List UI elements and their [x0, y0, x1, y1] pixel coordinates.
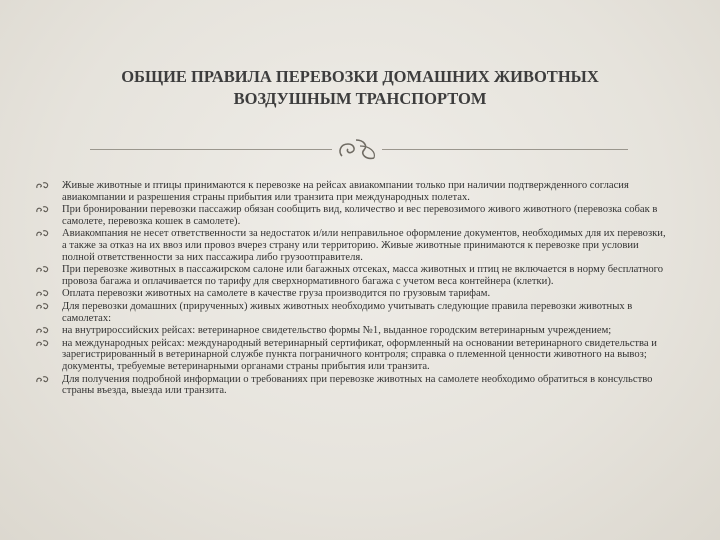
- title-line-2: ВОЗДУШНЫМ ТРАНСПОРТОМ: [233, 89, 487, 108]
- list-item: [36, 204, 666, 227]
- divider-right: [382, 149, 628, 150]
- list-item: [36, 374, 666, 397]
- list-item-text: Для получения подробной информации о требованиях при перевозке животных на самолете необходимо обратиться в консульство страны въезда, выезда или транзита.: [62, 373, 653, 397]
- list-item-text: Для перевозки домашних (прирученных) живых животных необходимо учитывать следующие правила перевозки животных в самолетах:: [62, 300, 633, 324]
- scroll-bullet-icon: [36, 205, 50, 214]
- list-item-text: на внутрироссийских рейсах: ветеринарное свидетельство формы №1, выданное городским ветеринарным учреждением;: [62, 325, 612, 337]
- scroll-bullet-icon: [36, 302, 50, 311]
- list-item: [36, 180, 666, 203]
- scroll-bullet-icon: [36, 181, 50, 190]
- scroll-bullet-icon: [36, 326, 50, 335]
- list-item-text: на международных рейсах: международный ветеринарный сертификат, оформленный на основании ветеринарного свидетельства и зарегистрированный в ветеринарной службе пункта пограничного контроля; справка о племенной ценности животного на вывоз; документы, требуемые ветеринарными органами страны прибытия или транзита.: [62, 337, 657, 372]
- scroll-bullet-icon: [36, 265, 50, 274]
- scroll-bullet-icon: [36, 375, 50, 384]
- scroll-ornament-icon: [336, 136, 380, 164]
- list-item: [36, 288, 666, 300]
- divider-left: [90, 149, 332, 150]
- list-item: [36, 228, 666, 263]
- list-item-text: При перевозке животных в пассажирском салоне или багажных отсеках, масса животных и птиц не включается в норму бесплатного провоза багажа и оплачивается по тарифу для сверхнормативного багажа с учетом веса контейнера (клетки).: [62, 264, 664, 287]
- list-item: [36, 338, 666, 373]
- scroll-bullet-icon: [36, 339, 50, 348]
- list-item-text: При бронировании перевозки пассажир обязан сообщить вид, количество и вес перевозимого живого животного (перевозка собак в самолете, перевозка кошек в самолете).: [62, 204, 658, 227]
- slide-title: [60, 66, 660, 110]
- rules-list: [36, 180, 666, 398]
- title-line-1: ОБЩИЕ ПРАВИЛА ПЕРЕВОЗКИ ДОМАШНИХ ЖИВОТНЫХ: [121, 67, 599, 86]
- list-item: [36, 264, 666, 287]
- scroll-bullet-icon: [36, 289, 50, 298]
- list-item-text: Авиакомпания не несет ответственности за недостаток и/или неправильное оформление документов, необходимых для их перевозки, а также за отказ на их ввоз или провоз вчерез страну или территорию. Живые животные принимаются к перевозке при условии полной ответственности за них пассажира либо грузоотправителя.: [62, 228, 666, 263]
- scroll-bullet-icon: [36, 229, 50, 238]
- list-item: [36, 325, 666, 337]
- list-item-text: Оплата перевозки животных на самолете в качестве груза производится по грузовым тарифам.: [62, 288, 491, 300]
- list-item-text: Живые животные и птицы принимаются к перевозке на рейсах авиакомпании только при наличии подтвержденного согласия авиакомпании и разрешения страны прибытия или транзита при международных полетах.: [62, 180, 629, 203]
- list-item: [36, 301, 666, 324]
